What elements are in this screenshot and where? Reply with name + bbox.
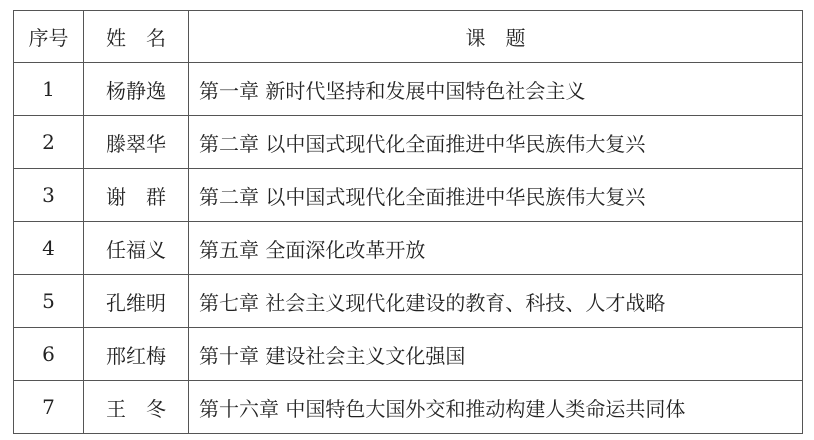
row-no: 5 <box>14 275 84 328</box>
table-row <box>14 116 803 169</box>
row-no: 4 <box>14 222 84 275</box>
row-name: 邢红梅 <box>84 328 189 381</box>
table-row <box>14 381 803 434</box>
header-no: 序号 <box>14 11 84 63</box>
header-name: 姓 名 <box>84 11 189 63</box>
row-topic: 第二章 以中国式现代化全面推进中华民族伟大复兴 <box>189 169 803 222</box>
row-name: 任福义 <box>84 222 189 275</box>
row-no: 6 <box>14 328 84 381</box>
table-row <box>14 63 803 116</box>
row-name: 孔维明 <box>84 275 189 328</box>
header-topic: 课 题 <box>189 11 803 63</box>
topic-assignment-table <box>13 10 803 434</box>
header-row <box>14 11 803 63</box>
row-no: 3 <box>14 169 84 222</box>
table-row <box>14 328 803 381</box>
row-topic: 第十六章 中国特色大国外交和推动构建人类命运共同体 <box>189 381 803 434</box>
row-no: 2 <box>14 116 84 169</box>
row-topic: 第五章 全面深化改革开放 <box>189 222 803 275</box>
row-topic: 第二章 以中国式现代化全面推进中华民族伟大复兴 <box>189 116 803 169</box>
row-name: 滕翠华 <box>84 116 189 169</box>
row-name: 王 冬 <box>84 381 189 434</box>
row-topic: 第一章 新时代坚持和发展中国特色社会主义 <box>189 63 803 116</box>
row-no: 1 <box>14 63 84 116</box>
table-row <box>14 222 803 275</box>
table-row <box>14 169 803 222</box>
row-name: 谢 群 <box>84 169 189 222</box>
row-topic: 第十章 建设社会主义文化强国 <box>189 328 803 381</box>
row-no: 7 <box>14 381 84 434</box>
table-row <box>14 275 803 328</box>
row-name: 杨静逸 <box>84 63 189 116</box>
row-topic: 第七章 社会主义现代化建设的教育、科技、人才战略 <box>189 275 803 328</box>
